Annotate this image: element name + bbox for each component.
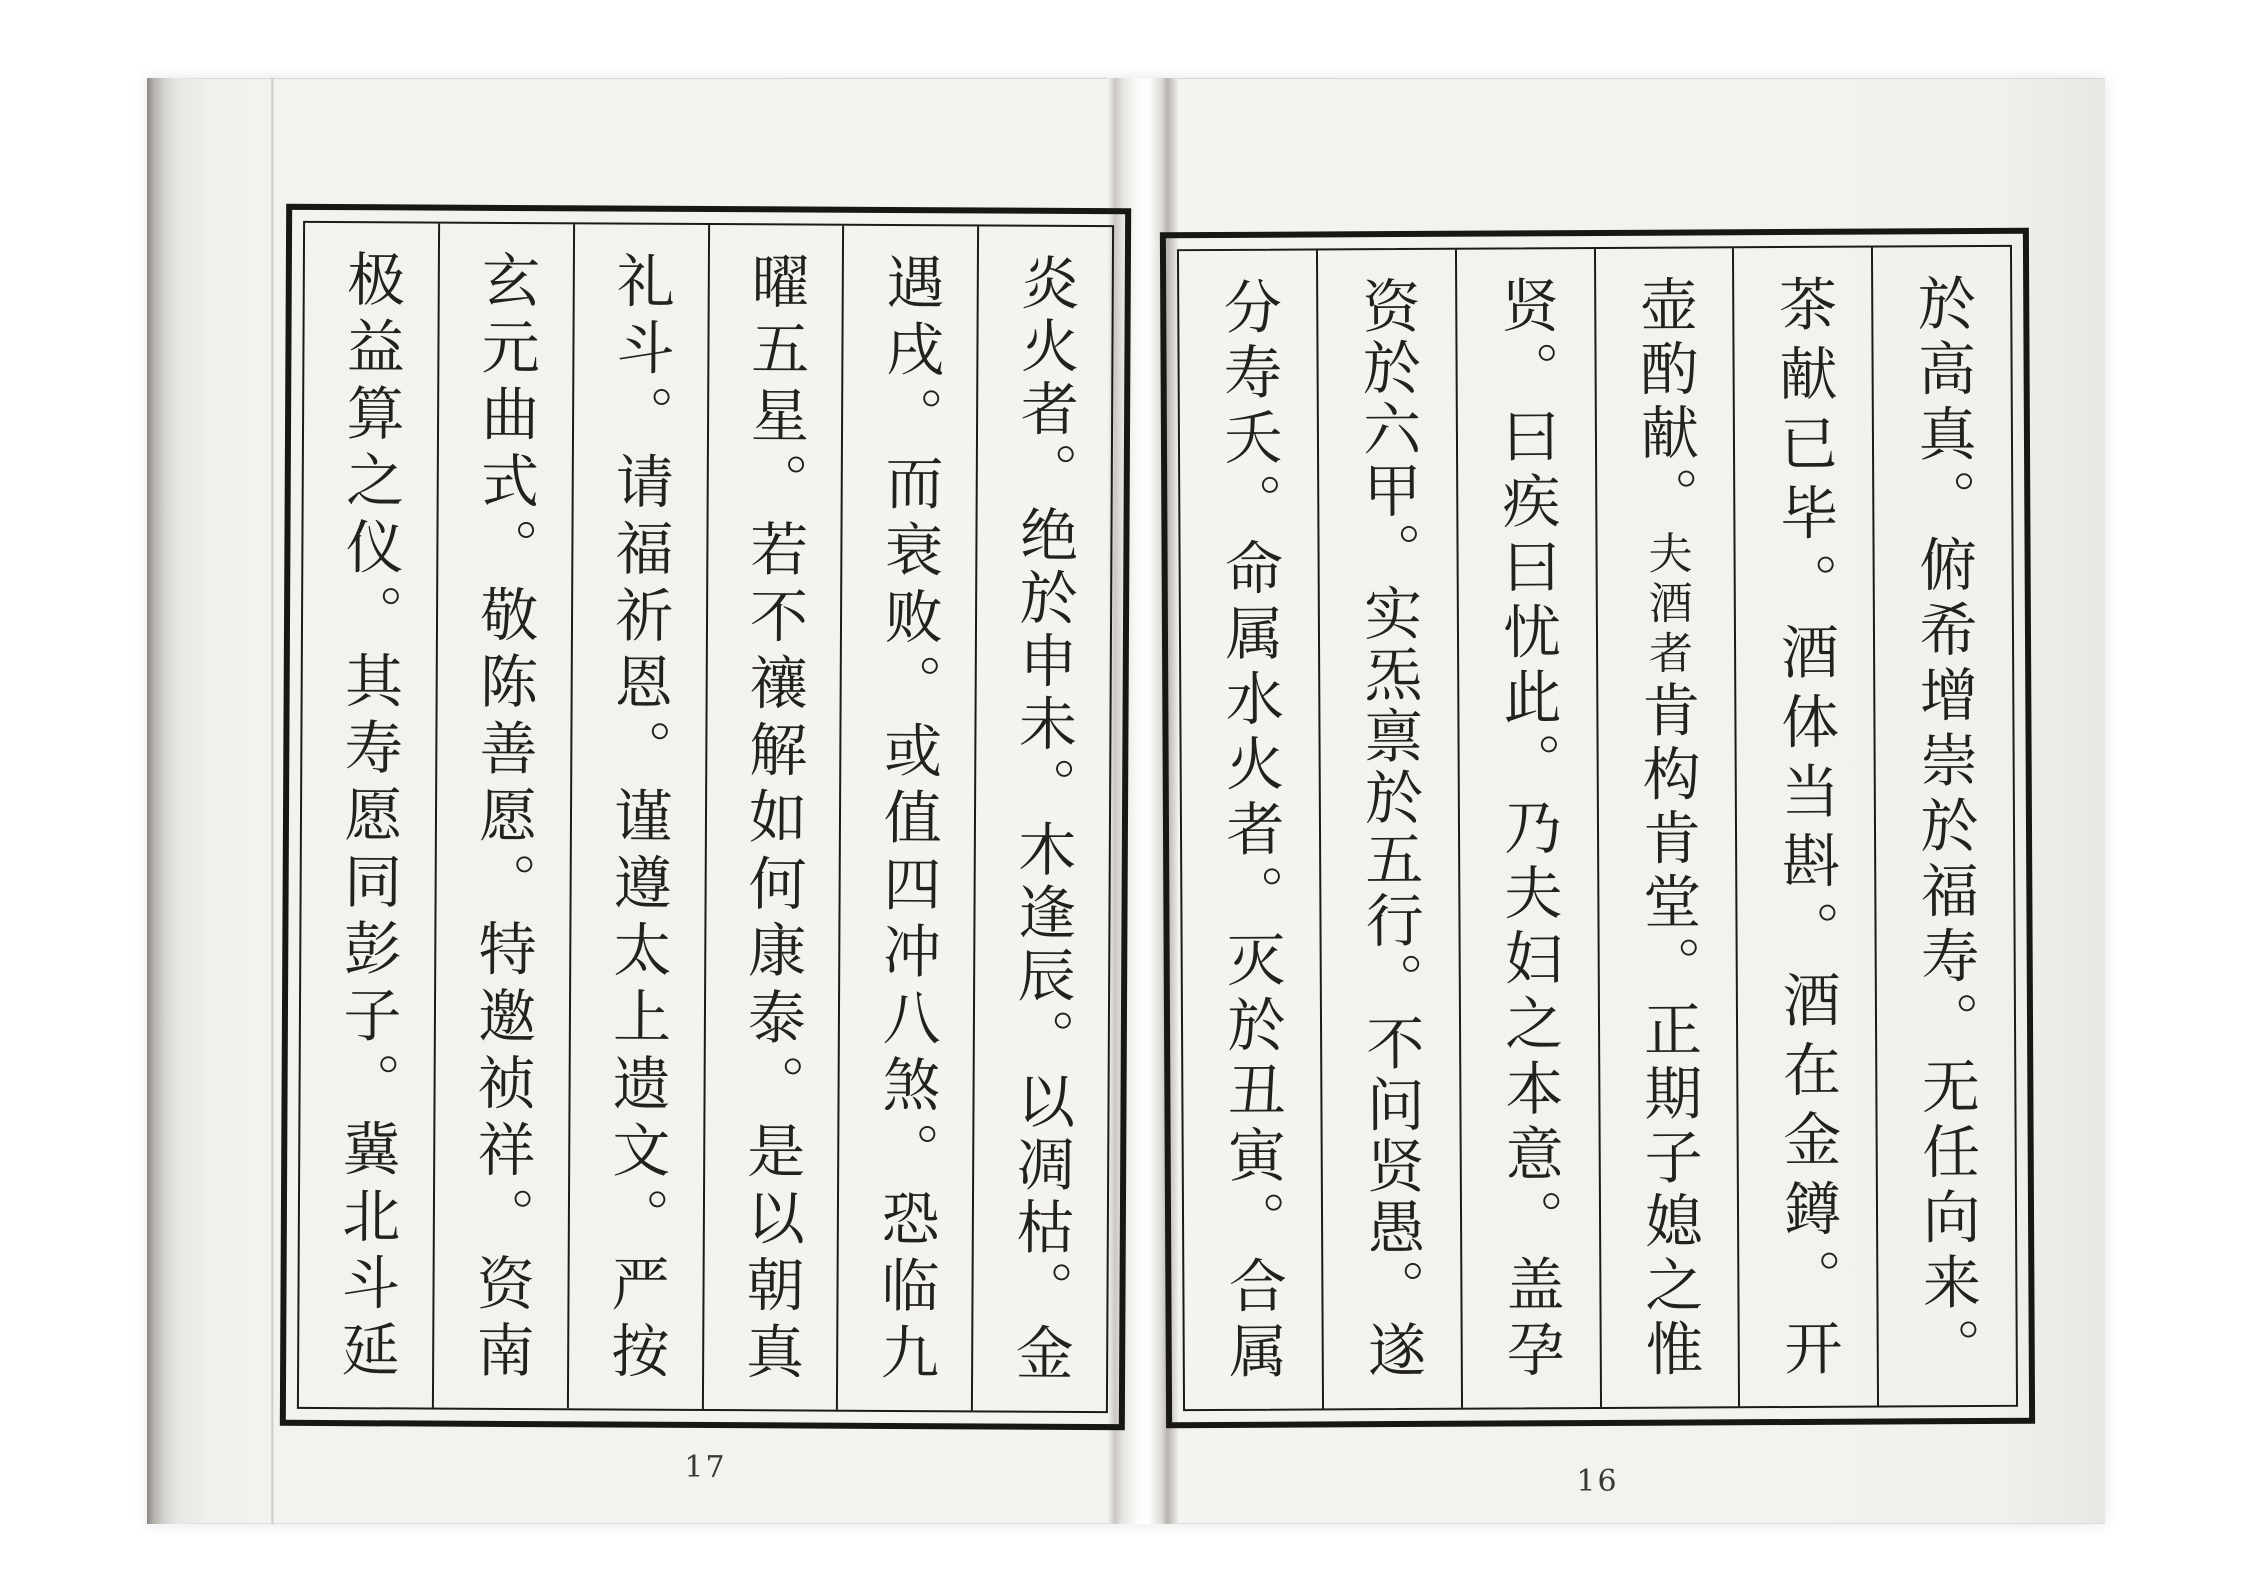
page-right-frame bbox=[1160, 228, 2035, 1429]
column-text: 贤。曰疾曰忧此。乃夫妇之本意。盖孕 bbox=[1491, 275, 1565, 1378]
text-column bbox=[432, 224, 573, 1409]
text-column bbox=[299, 223, 438, 1408]
column-text: 壶酌献。 bbox=[1630, 274, 1700, 531]
text-column-line bbox=[1622, 274, 1712, 1376]
text-column-line bbox=[863, 252, 953, 1380]
column-text: 玄元曲式。敬陈善愿。特邀祯祥。资南 bbox=[466, 249, 541, 1379]
text-column bbox=[1455, 249, 1600, 1408]
page-right-number: 16 bbox=[1576, 1464, 1619, 1499]
column-text: 曜五星。若不禳解如何康泰。是以朝真 bbox=[735, 251, 810, 1380]
text-column-line bbox=[1761, 274, 1851, 1376]
text-column bbox=[1316, 250, 1461, 1409]
column-text: 礼斗。请福祈恩。谨遵太上遗文。严按 bbox=[601, 250, 676, 1379]
text-column bbox=[1871, 247, 2016, 1406]
page-left-columns bbox=[297, 221, 1114, 1413]
text-column bbox=[1179, 250, 1322, 1409]
column-text: 茶献已毕。酒体当斟。酒在金鐏。开 bbox=[1768, 273, 1843, 1377]
column-text: 遇戌。而衰败。或值四冲八煞。恐临九 bbox=[870, 251, 945, 1381]
text-column-line bbox=[1206, 277, 1296, 1379]
text-column-line bbox=[1900, 273, 1990, 1375]
text-column bbox=[836, 226, 977, 1411]
text-column-line bbox=[1344, 276, 1434, 1378]
page-left-frame-pad bbox=[286, 210, 1125, 1424]
page-left-number: 17 bbox=[684, 1450, 727, 1485]
page-right-columns bbox=[1177, 245, 2018, 1411]
column-text: 极益算之仪。其寿愿同彭子。冀北斗延 bbox=[331, 249, 406, 1378]
text-column-line bbox=[1483, 275, 1573, 1377]
book-paper bbox=[147, 78, 2105, 1524]
column-text: 资於六甲。实炁禀於五行。不问贤愚。遂 bbox=[1352, 275, 1427, 1379]
small-annotation-text: 夫酒者 bbox=[1640, 530, 1693, 680]
page-edge-stack bbox=[147, 78, 297, 1524]
text-column-line bbox=[458, 250, 548, 1378]
text-column bbox=[971, 226, 1112, 1411]
text-column-line bbox=[324, 249, 414, 1377]
page-left-frame bbox=[280, 204, 1131, 1430]
text-column bbox=[701, 225, 842, 1410]
text-column-line bbox=[728, 251, 818, 1379]
column-text: 炎火者。绝於申未。木逢辰。以凋枯。金 bbox=[1005, 252, 1080, 1381]
text-column-line bbox=[998, 253, 1088, 1381]
column-text: 於高真。俯希增崇於福寿。无任向来。 bbox=[1907, 273, 1982, 1376]
page-right-frame-pad bbox=[1166, 234, 2029, 1422]
text-column-line bbox=[593, 250, 683, 1378]
text-column bbox=[1593, 248, 1738, 1407]
text-column bbox=[1732, 248, 1877, 1407]
column-text: 分寿夭。命属水火者。灭於丑寅。合属 bbox=[1213, 276, 1288, 1379]
column-text: 肯构肯堂。正期子媳之惟 bbox=[1632, 679, 1704, 1377]
text-column bbox=[567, 224, 708, 1409]
